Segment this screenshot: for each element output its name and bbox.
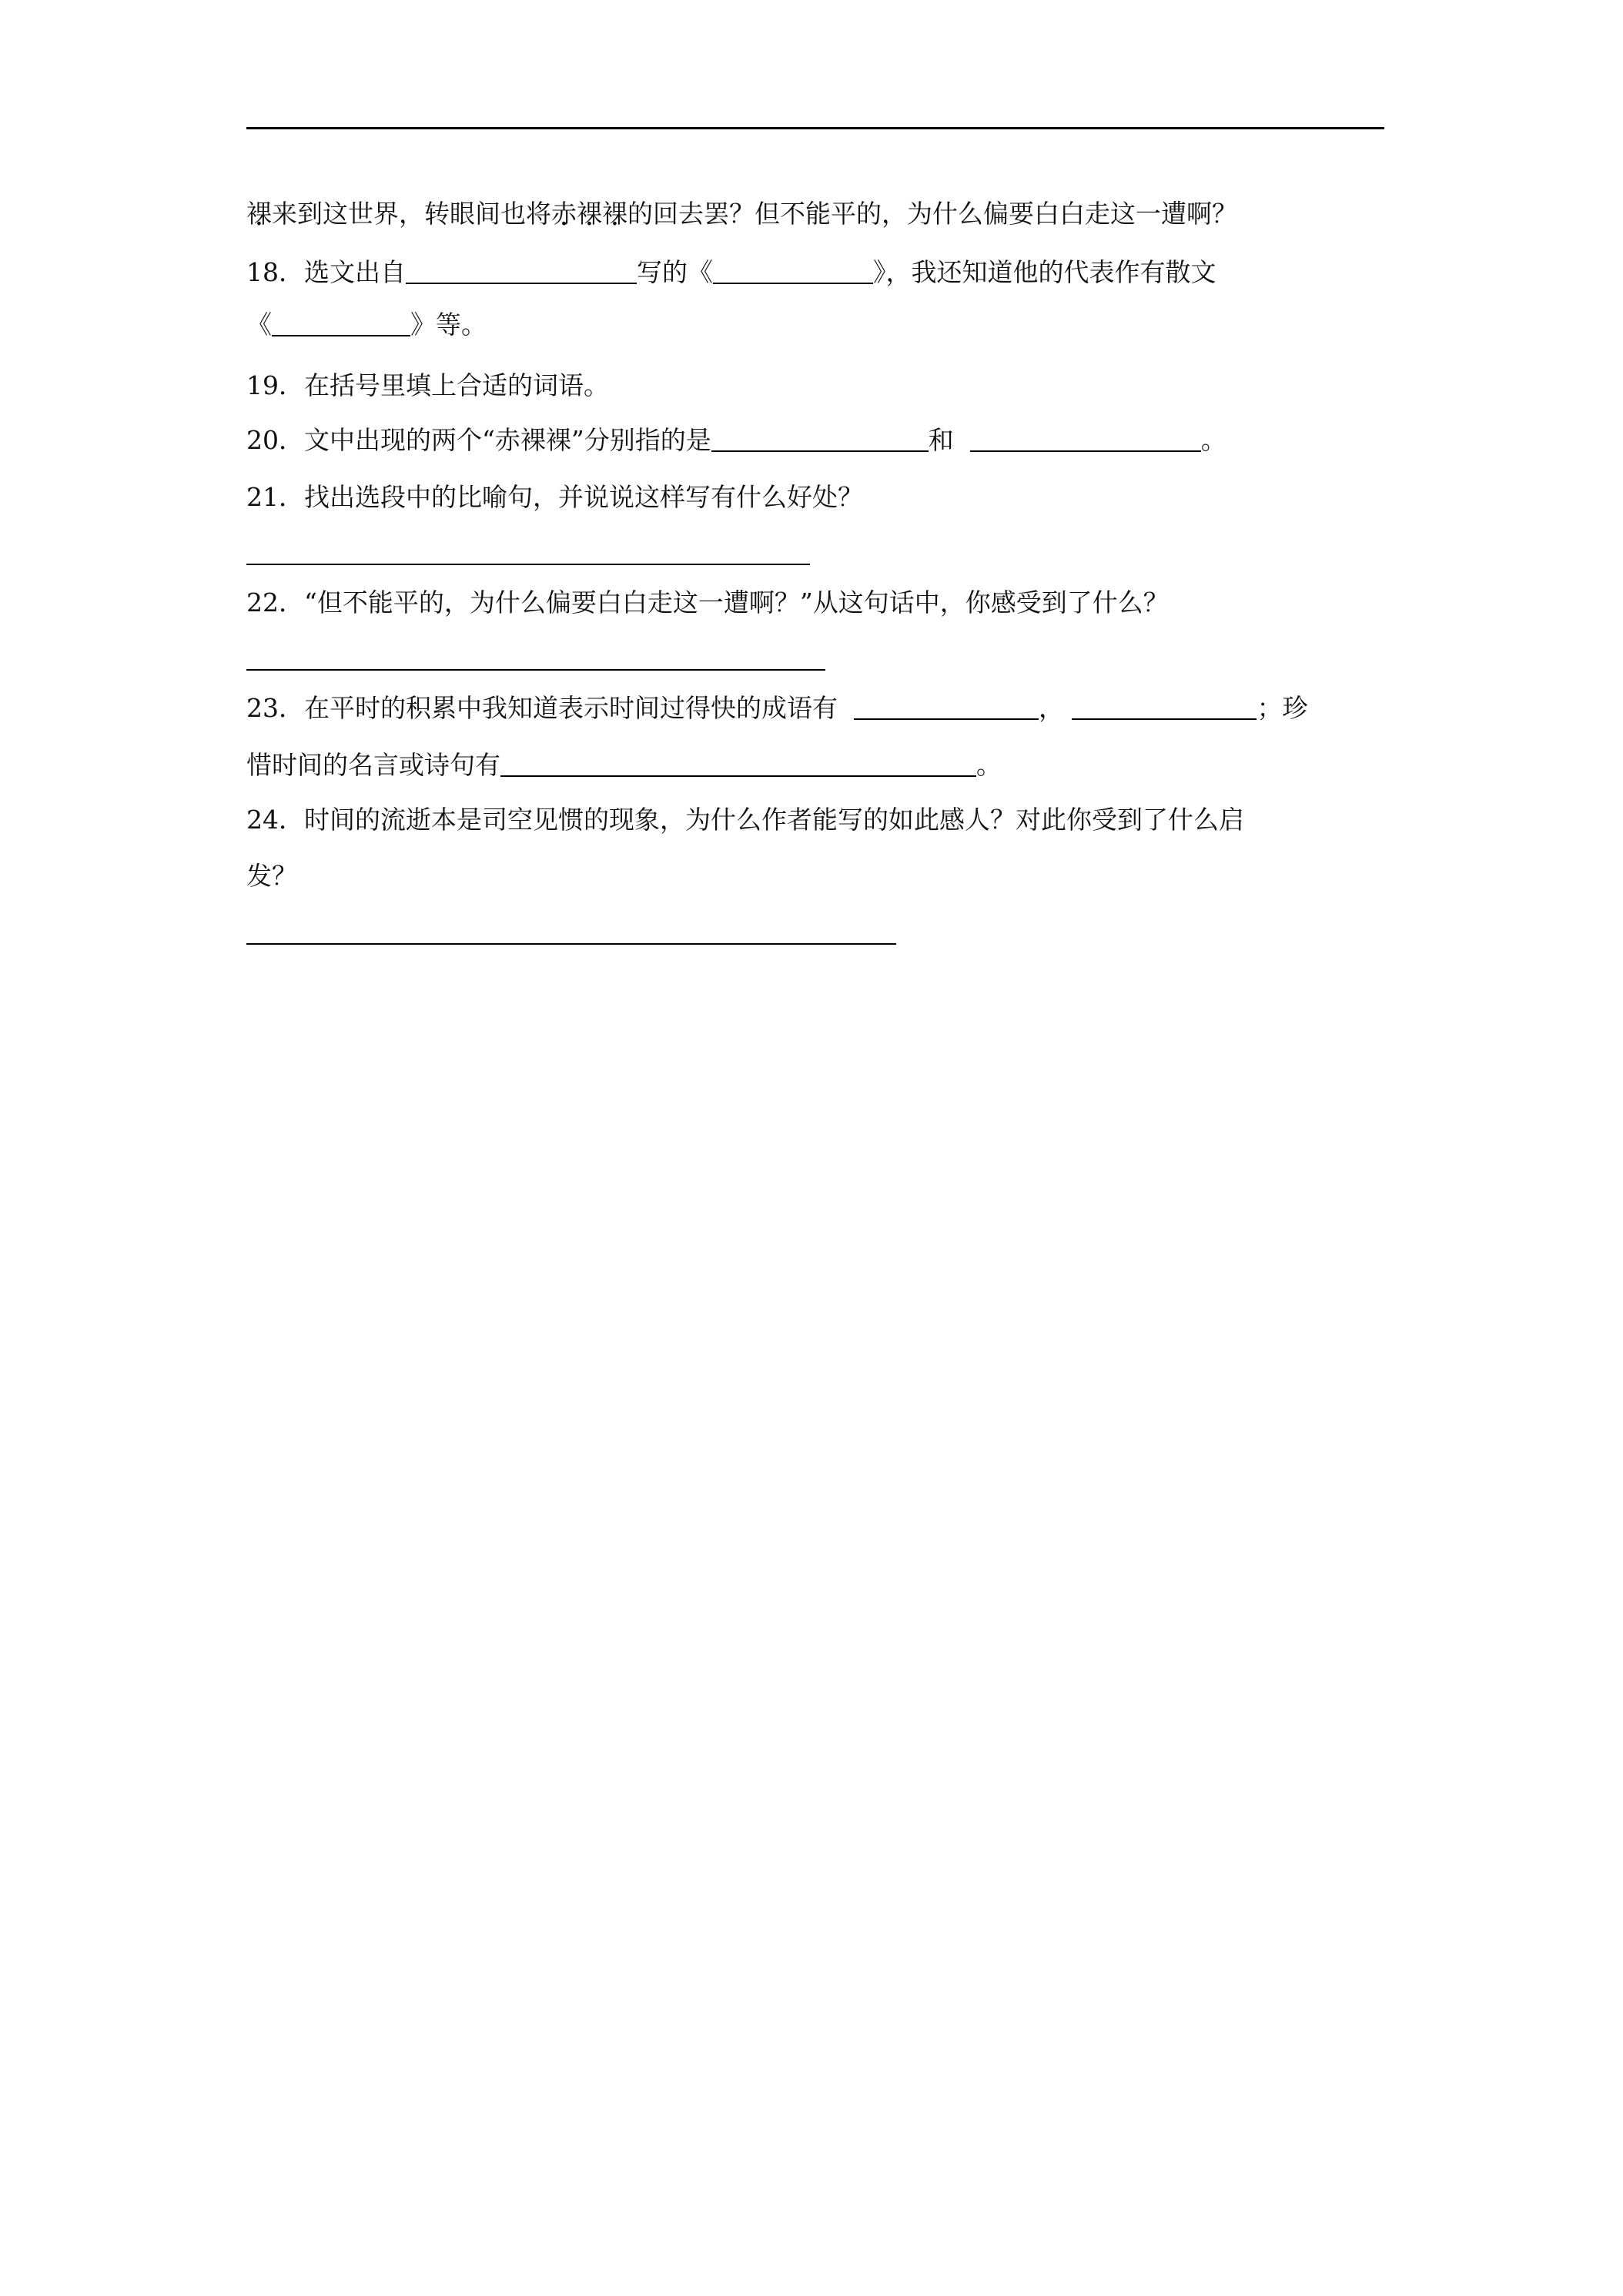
answer-line-21[interactable] [246,564,810,565]
answer-line-22[interactable] [246,669,825,671]
quote-blank[interactable] [500,752,976,777]
emphasized-char: 赤 [551,199,577,229]
question-text: 》等。 [410,310,487,340]
question-23-line2 [246,750,1002,781]
emphasized-char: 裸 [577,199,602,229]
question-number: 23． [246,693,304,723]
question-text: 《 [246,310,272,340]
question-text: 在平时的积累中我知道表示时间过得快的成语有 [304,693,838,723]
question-number: 22． [246,587,304,618]
answer-blank-2[interactable] [970,427,1201,452]
question-text: 写的《 [637,257,713,287]
question-24-line2 [246,861,297,892]
question-number: 24． [246,805,304,835]
passage-text: 来到这世界，转眼间也将 [272,199,551,229]
question-text: 。 [976,750,1002,780]
emphasized-char: 裸 [602,199,627,229]
question-text: ；珍 [1257,693,1308,723]
question-22 [246,587,1169,618]
question-number: 21． [246,482,304,512]
title-blank[interactable] [713,259,873,284]
question-18-line1 [246,257,1216,288]
question-text: ， [1038,693,1064,723]
essay-title-blank[interactable] [272,312,410,336]
idiom-blank-2[interactable] [1072,695,1257,720]
question-text: “但不能平的，为什么偏要白白走这一遭啊？”从这句话中，你感受到了什么？ [304,587,1169,618]
question-number: 20． [246,425,304,455]
question-23-line1 [246,693,1307,724]
question-text: 文中出现的两个“赤裸裸”分别指的是 [304,425,711,455]
passage-text: 的回去罢？但不能平的，为什么偏要白白走这一遭啊？ [627,199,1237,229]
question-text: 发？ [246,861,297,891]
question-text: 》，我还知道他的代表作有散文 [873,257,1216,287]
question-text: 。 [1200,425,1226,455]
question-19 [246,370,609,401]
emphasized-char: 裸 [246,199,272,229]
question-text: 惜时间的名言或诗句有 [246,750,500,780]
question-text: 时间的流逝本是司空见惯的现象，为什么作者能写的如此感人？对此你受到了什么启 [304,805,1244,835]
question-number: 19． [246,370,304,400]
question-21 [246,482,863,513]
emphasized-word [551,199,627,229]
question-text: 选文出自 [304,257,406,287]
answer-line-24[interactable] [246,943,896,945]
question-text: 找出选段中的比喻句，并说说这样写有什么好处？ [304,482,863,512]
answer-blank-1[interactable] [711,427,929,452]
passage-line [246,199,1237,229]
question-text: 和 [928,425,954,455]
question-number: 18． [246,257,304,287]
header-rule [246,127,1384,129]
question-text: 在括号里填上合适的词语。 [304,370,609,400]
question-18-line2 [246,310,487,340]
question-24-line1 [246,805,1244,835]
question-20 [246,425,1226,456]
author-blank[interactable] [406,259,637,284]
idiom-blank-1[interactable] [854,695,1039,720]
